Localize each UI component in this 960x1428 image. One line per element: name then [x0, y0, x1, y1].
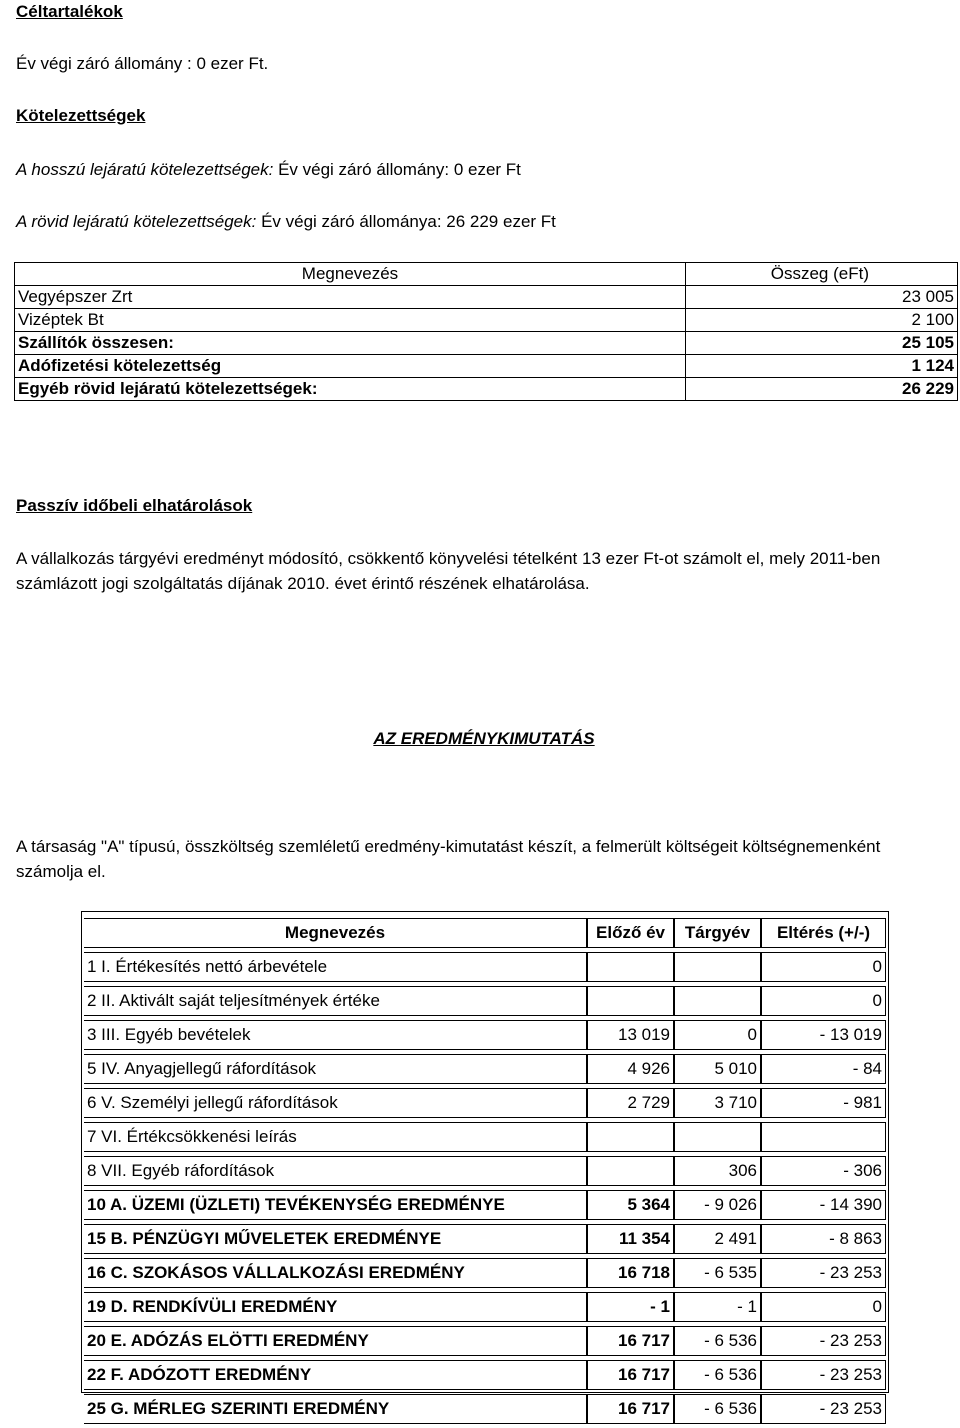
row-diff: - 981	[761, 1088, 886, 1118]
row-amount: 25 105	[686, 332, 958, 355]
liabilities-heading: Kötelezettségek	[16, 106, 146, 125]
table-row	[84, 1156, 886, 1186]
row-prev	[587, 1122, 674, 1152]
row-name: Szállítók összesen:	[15, 332, 686, 355]
row-name: 20 E. ADÓZÁS ELÖTTI EREDMÉNY	[84, 1326, 587, 1356]
row-diff: - 14 390	[761, 1190, 886, 1220]
row-name: 22 F. ADÓZOTT EREDMÉNY	[84, 1360, 587, 1390]
header-name: Megnevezés	[15, 263, 686, 286]
row-diff: - 84	[761, 1054, 886, 1084]
table-row	[84, 1394, 886, 1424]
row-diff: - 23 253	[761, 1258, 886, 1288]
row-name: 16 C. SZOKÁSOS VÁLLALKOZÁSI EREDMÉNY	[84, 1258, 587, 1288]
row-prev: 11 354	[587, 1224, 674, 1254]
long-term-liabilities-line	[16, 160, 521, 180]
row-curr: 306	[674, 1156, 761, 1186]
income-statement-text: A társaság "A" típusú, összköltség szemléletű eredmény-kimutatást készít, a felmerült költségeit költségnemenként számolja el.	[16, 837, 881, 881]
row-name: 5 IV. Anyagjellegű ráfordítások	[84, 1054, 587, 1084]
income-statement-title: AZ EREDMÉNYKIMUTATÁS	[373, 729, 595, 748]
row-diff	[761, 1122, 886, 1152]
reserves-text: Év végi záró állomány : 0 ezer Ft.	[16, 54, 269, 73]
table-row	[84, 952, 886, 982]
row-prev: 5 364	[587, 1190, 674, 1220]
table-row	[84, 1258, 886, 1288]
row-amount: 2 100	[686, 309, 958, 332]
row-curr: - 6 535	[674, 1258, 761, 1288]
row-prev: 13 019	[587, 1020, 674, 1050]
row-name: Vizéptek Bt	[15, 309, 686, 332]
table-row	[84, 1224, 886, 1254]
row-curr: 0	[674, 1020, 761, 1050]
row-name: 19 D. RENDKÍVÜLI EREDMÉNY	[84, 1292, 587, 1322]
row-curr: - 6 536	[674, 1326, 761, 1356]
row-diff: - 23 253	[761, 1360, 886, 1390]
row-prev: 16 718	[587, 1258, 674, 1288]
row-amount: 1 124	[686, 355, 958, 378]
liabilities-table-header	[15, 263, 958, 286]
long-term-label: A hosszú lejáratú kötelezettségek:	[16, 160, 274, 179]
short-term-label: A rövid lejáratú kötelezettségek:	[16, 212, 257, 231]
row-prev: - 1	[587, 1292, 674, 1322]
table-row	[84, 1054, 886, 1084]
row-name: 3 III. Egyéb bevételek	[84, 1020, 587, 1050]
header-current-year: Tárgyév	[674, 918, 761, 948]
table-row	[84, 1292, 886, 1322]
short-term-value: Év végi záró állománya: 26 229 ezer Ft	[256, 212, 556, 231]
row-diff: 0	[761, 1292, 886, 1322]
row-curr: - 1	[674, 1292, 761, 1322]
row-prev	[587, 986, 674, 1016]
row-amount: 23 005	[686, 286, 958, 309]
row-prev: 4 926	[587, 1054, 674, 1084]
table-row	[15, 286, 958, 309]
row-name: Adófizetési kötelezettség	[15, 355, 686, 378]
accruals-text: A vállalkozás tárgyévi eredményt módosító, csökkentő könyvelési tételként 13 ezer Ft-ot számolt el, mely 2011-ben számlázott jogi szolgáltatás díjának 2010. évet érintő részének elhatárolása.	[16, 549, 881, 593]
row-name: 15 B. PÉNZÜGYI MŰVELETEK EREDMÉNYE	[84, 1224, 587, 1254]
row-prev: 16 717	[587, 1360, 674, 1390]
header-name: Megnevezés	[84, 918, 587, 948]
header-amount: Összeg (eFt)	[686, 263, 958, 286]
row-name: 10 A. ÜZEMI (ÜZLETI) TEVÉKENYSÉG EREDMÉNYE	[84, 1190, 587, 1220]
row-name: Vegyépszer Zrt	[15, 286, 686, 309]
row-name: 1 I. Értékesítés nettó árbevétele	[84, 952, 587, 982]
income-table-header	[84, 918, 886, 948]
row-curr: - 6 536	[674, 1360, 761, 1390]
row-diff: 0	[761, 952, 886, 982]
table-row	[15, 378, 958, 401]
row-diff: - 306	[761, 1156, 886, 1186]
table-row	[84, 1190, 886, 1220]
row-curr: 2 491	[674, 1224, 761, 1254]
row-prev: 16 717	[587, 1326, 674, 1356]
row-curr	[674, 986, 761, 1016]
row-curr	[674, 952, 761, 982]
row-diff: - 13 019	[761, 1020, 886, 1050]
table-row	[15, 309, 958, 332]
table-row	[84, 986, 886, 1016]
row-diff: - 23 253	[761, 1394, 886, 1424]
table-row	[84, 1020, 886, 1050]
row-curr: 5 010	[674, 1054, 761, 1084]
row-name: Egyéb rövid lejáratú kötelezettségek:	[15, 378, 686, 401]
row-prev: 2 729	[587, 1088, 674, 1118]
liabilities-table	[14, 262, 958, 401]
row-curr: - 6 536	[674, 1394, 761, 1424]
row-prev: 16 717	[587, 1394, 674, 1424]
table-row	[84, 1122, 886, 1152]
row-name: 6 V. Személyi jellegű ráfordítások	[84, 1088, 587, 1118]
row-prev	[587, 952, 674, 982]
row-name: 25 G. MÉRLEG SZERINTI EREDMÉNY	[84, 1394, 587, 1424]
header-prev-year: Előző év	[587, 918, 674, 948]
table-row	[15, 355, 958, 378]
row-prev	[587, 1156, 674, 1186]
row-diff: 0	[761, 986, 886, 1016]
table-row	[15, 332, 958, 355]
row-name: 2 II. Aktivált saját teljesítmények értéke	[84, 986, 587, 1016]
row-name: 8 VII. Egyéb ráfordítások	[84, 1156, 587, 1186]
table-row	[84, 1326, 886, 1356]
row-diff: - 8 863	[761, 1224, 886, 1254]
row-curr: - 9 026	[674, 1190, 761, 1220]
row-amount: 26 229	[686, 378, 958, 401]
header-difference: Eltérés (+/-)	[761, 918, 886, 948]
long-term-value: Év végi záró állomány: 0 ezer Ft	[273, 160, 521, 179]
row-name: 7 VI. Értékcsökkenési leírás	[84, 1122, 587, 1152]
accruals-heading: Passzív időbeli elhatárolások	[16, 496, 253, 515]
table-row	[84, 1360, 886, 1390]
row-curr	[674, 1122, 761, 1152]
reserves-heading: Céltartalékok	[16, 2, 123, 21]
table-row	[84, 1088, 886, 1118]
income-table	[84, 914, 886, 1428]
short-term-liabilities-line	[16, 212, 556, 232]
row-diff: - 23 253	[761, 1326, 886, 1356]
row-curr: 3 710	[674, 1088, 761, 1118]
